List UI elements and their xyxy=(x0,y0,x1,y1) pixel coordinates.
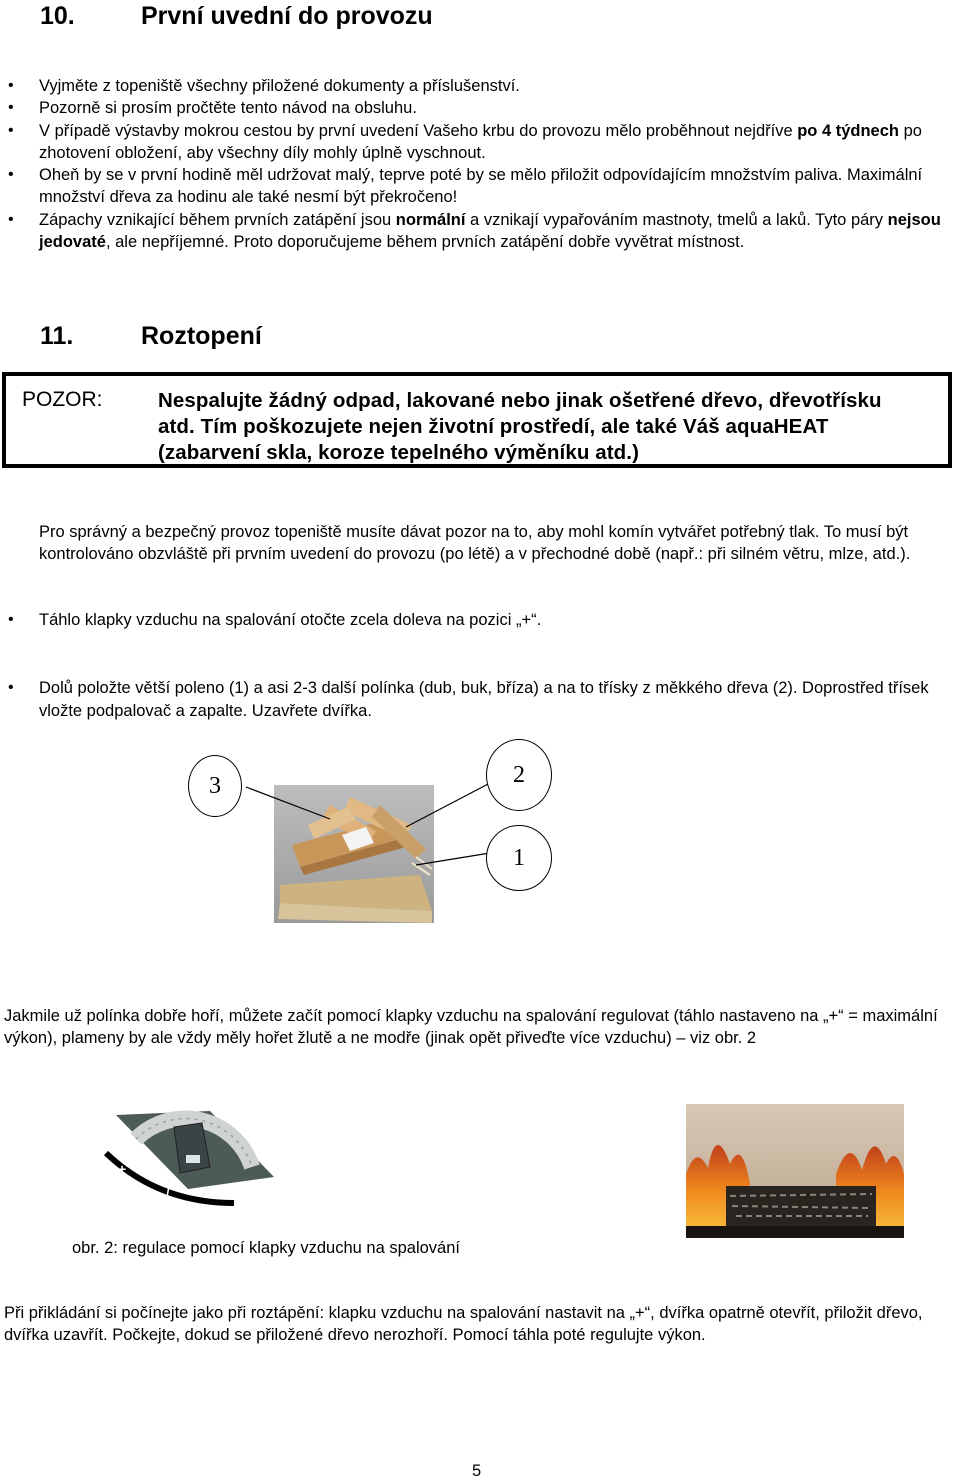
firewood-figure xyxy=(180,735,580,935)
figure-caption: obr. 2: regulace pomocí klapky vzduchu na spalování xyxy=(72,1239,460,1257)
chimney-draft-paragraph: Pro správný a bezpečný provoz topeniště musíte dávat pozor na to, aby mohl komín vytvářet potřebný tlak. To musí být kontrolováno obzvláště při prvním uvedení do provozu (po létě) a v přechodné době (např.: při silném větru, mlze, atd.). xyxy=(39,523,911,564)
page-number: 5 xyxy=(472,1462,482,1480)
bullet-icon: • xyxy=(8,611,14,628)
callout-1: 1 xyxy=(486,825,552,891)
list-item: • Vyjměte z topeniště všechny přiložené dokumenty a příslušenství. xyxy=(8,75,948,97)
air-lever-illustration xyxy=(98,1105,278,1215)
section-title: Roztopení xyxy=(141,322,262,350)
list-item: • Pozorně si prosím pročtěte tento návod na obsluhu. xyxy=(8,97,948,119)
refuelling-paragraph: Při přikládání si počínejte jako při roztápění: klapku vzduchu na spalování nastavit na „+“, dvířka opatrně otevřít, přiložit dřevo, dvířka uzavřít. Počkejte, dokud se přiložené dřevo nerozhoří. Pomocí táhla poté regulujte výkon. xyxy=(4,1304,923,1345)
section-11-heading xyxy=(40,322,740,354)
section-title: První uvední do provozu xyxy=(141,2,433,30)
callout-3: 3 xyxy=(188,755,242,817)
bullet-icon: • xyxy=(8,679,14,697)
section-10-heading xyxy=(40,2,740,34)
list-item: • Dolů položte větší poleno (1) a asi 2-3 další polínka (dub, buk, bříza) a na to třísky z měkkého dřeva (2). Doprostřed třísek vložte podpalovač a zapalte. Uzavřete dvířka. xyxy=(8,679,929,720)
regulation-paragraph: Jakmile už polínka dobře hoří, můžete začít pomocí klapky vzduchu na spalování regulovat (táhlo nastaveno na „+“ = maximální výkon), plameny by ale vždy měly hořet žlutě a ne modře (jinak opět přiveďte více vzduchu) – viz obr. 2 xyxy=(4,1007,938,1048)
warning-label: POZOR: xyxy=(22,388,103,411)
section-number: 11. xyxy=(40,322,74,350)
section-number: 10. xyxy=(40,2,75,30)
warning-box xyxy=(2,372,952,468)
mid-mark: / xyxy=(166,1185,170,1200)
plus-mark: + xyxy=(118,1161,127,1177)
air-lever-figure xyxy=(98,1105,278,1215)
list-item: • V případě výstavby mokrou cestou by první uvedení Vašeho krbu do provozu mělo proběhnout nejdříve po 4 týdnech po zhotovení obložení, aby všechny díly mohly úplně vyschnout. xyxy=(8,120,948,165)
warning-text: Nespalujte žádný odpad, lakované nebo jinak ošetřené dřevo, dřevotřísku atd. Tím poškozujete nejen životní prostředí, ale také Váš aquaHEAT (zabarvení skla, koroze tepelného výměníku atd.) xyxy=(158,389,882,464)
callout-2: 2 xyxy=(486,739,552,811)
section-10-bullets xyxy=(8,75,948,253)
fire-photo-illustration xyxy=(686,1104,904,1238)
minus-mark: – xyxy=(220,1189,228,1205)
list-item: • Zápachy vznikající během prvních zatápění jsou normální a vznikají vypařováním mastnoty, tmelů a laků. Tyto páry nejsou jedovaté, ale nepříjemné. Proto doporučujeme během prvních zatápění dobře vyvětrat místnost. xyxy=(8,209,948,254)
list-item: • Táhlo klapky vzduchu na spalování otočte zcela doleva na pozici „+“. xyxy=(8,609,960,631)
list-item: • Oheň by se v první hodině měl udržovat malý, teprve poté by se mělo přiložit odpovídajícím množstvím paliva. Maximální množství dřeva za hodinu ale také nesmí být překročeno! xyxy=(8,164,948,209)
